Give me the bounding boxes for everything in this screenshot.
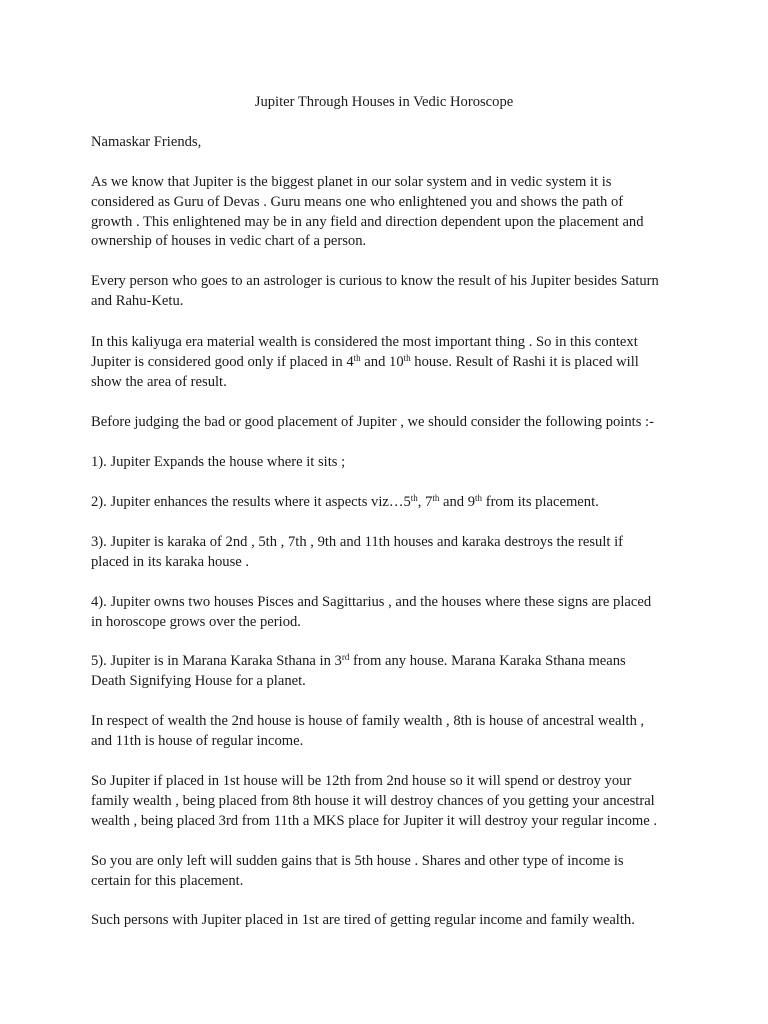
kaliyuga-paragraph: [91, 333, 681, 392]
text-line: and Rahu-Ketu.: [91, 292, 184, 309]
text-run: and 9: [439, 494, 476, 510]
wealth-paragraph: [91, 712, 681, 752]
point-2: [91, 493, 681, 513]
text-line: growth . This enlightened may be in any field and direction dependent upon the placement and: [91, 213, 644, 230]
point-5: [91, 652, 681, 692]
text-line: In respect of wealth the 2nd house is house of family wealth , 8th is house of ancestral wealth ,: [91, 713, 645, 729]
text-line: certain for this placement.: [91, 872, 244, 889]
text-line: Every person who goes to an astrologer is curious to know the result of his Jupiter besides Saturn: [91, 273, 659, 289]
before-judging-paragraph: Before judging the bad or good placement of Jupiter , we should consider the following points :-: [91, 414, 654, 430]
text-line: As we know that Jupiter is the biggest planet in our solar system and in vedic system it is: [91, 174, 612, 190]
text-line: In this kaliyuga era material wealth is considered the most important thing . So in this context: [91, 334, 638, 350]
sudden-gains-paragraph: [91, 852, 681, 892]
greeting-paragraph: Namaskar Friends,: [91, 134, 202, 150]
text-run: , 7: [417, 494, 433, 510]
text-run: from its placement.: [482, 494, 599, 510]
point-4: [91, 593, 681, 633]
point-1: 1). Jupiter Expands the house where it sits ;: [91, 454, 346, 470]
point-3: [91, 533, 681, 573]
text-line: family wealth , being placed from 8th house it will destroy chances of you getting your ancestral: [91, 792, 655, 809]
text-line: 3). Jupiter is karaka of 2nd , 5th , 7th , 9th and 11th houses and karaka destroys the result if: [91, 534, 624, 550]
superscript: th: [432, 493, 440, 503]
text-line: placed in its karaka house .: [91, 553, 250, 570]
curious-paragraph: [91, 272, 681, 312]
superscript: rd: [341, 652, 350, 662]
text-run: Jupiter is considered good only if placed in 4: [91, 353, 354, 370]
tired-paragraph: Such persons with Jupiter placed in 1st are tired of getting regular income and family wealth.: [91, 912, 635, 928]
superscript: th: [410, 493, 418, 503]
superscript: th: [475, 493, 483, 503]
superscript: th: [353, 352, 361, 363]
text-run: 5). Jupiter is in Marana Karaka Sthana in 3: [91, 653, 342, 669]
text-line: show the area of result.: [91, 373, 227, 390]
first-house-paragraph: [91, 772, 681, 831]
text-run: house. Result of Rashi it is placed will: [410, 353, 639, 370]
superscript: th: [403, 352, 411, 363]
intro-paragraph: [91, 173, 681, 252]
text-run: from any house. Marana Karaka Sthana means: [349, 653, 626, 669]
text-line: and 11th is house of regular income.: [91, 732, 304, 749]
text-line: [91, 652, 681, 672]
text-line: wealth , being placed 3rd from 11th a MKS place for Jupiter it will destroy your regular income .: [91, 812, 658, 829]
text-line: ownership of houses in vedic chart of a person.: [91, 233, 367, 250]
text-line: in horoscope grows over the period.: [91, 613, 301, 630]
text-line: 4). Jupiter owns two houses Pisces and Sagittarius , and the houses where these signs are placed: [91, 594, 652, 610]
text-line: Death Signifying House for a planet.: [91, 672, 306, 689]
text-line: considered as Guru of Devas . Guru means one who enlightened you and shows the path of: [91, 193, 624, 210]
document-title: Jupiter Through Houses in Vedic Horoscope: [254, 94, 514, 110]
text-line: So Jupiter if placed in 1st house will be 12th from 2nd house so it will spend or destroy your: [91, 773, 632, 789]
text-run: 2). Jupiter enhances the results where it aspects viz…5: [91, 494, 411, 510]
text-run: and 10: [360, 353, 404, 370]
text-line: [91, 353, 681, 373]
text-line: So you are only left will sudden gains that is 5th house . Shares and other type of income is: [91, 853, 624, 869]
